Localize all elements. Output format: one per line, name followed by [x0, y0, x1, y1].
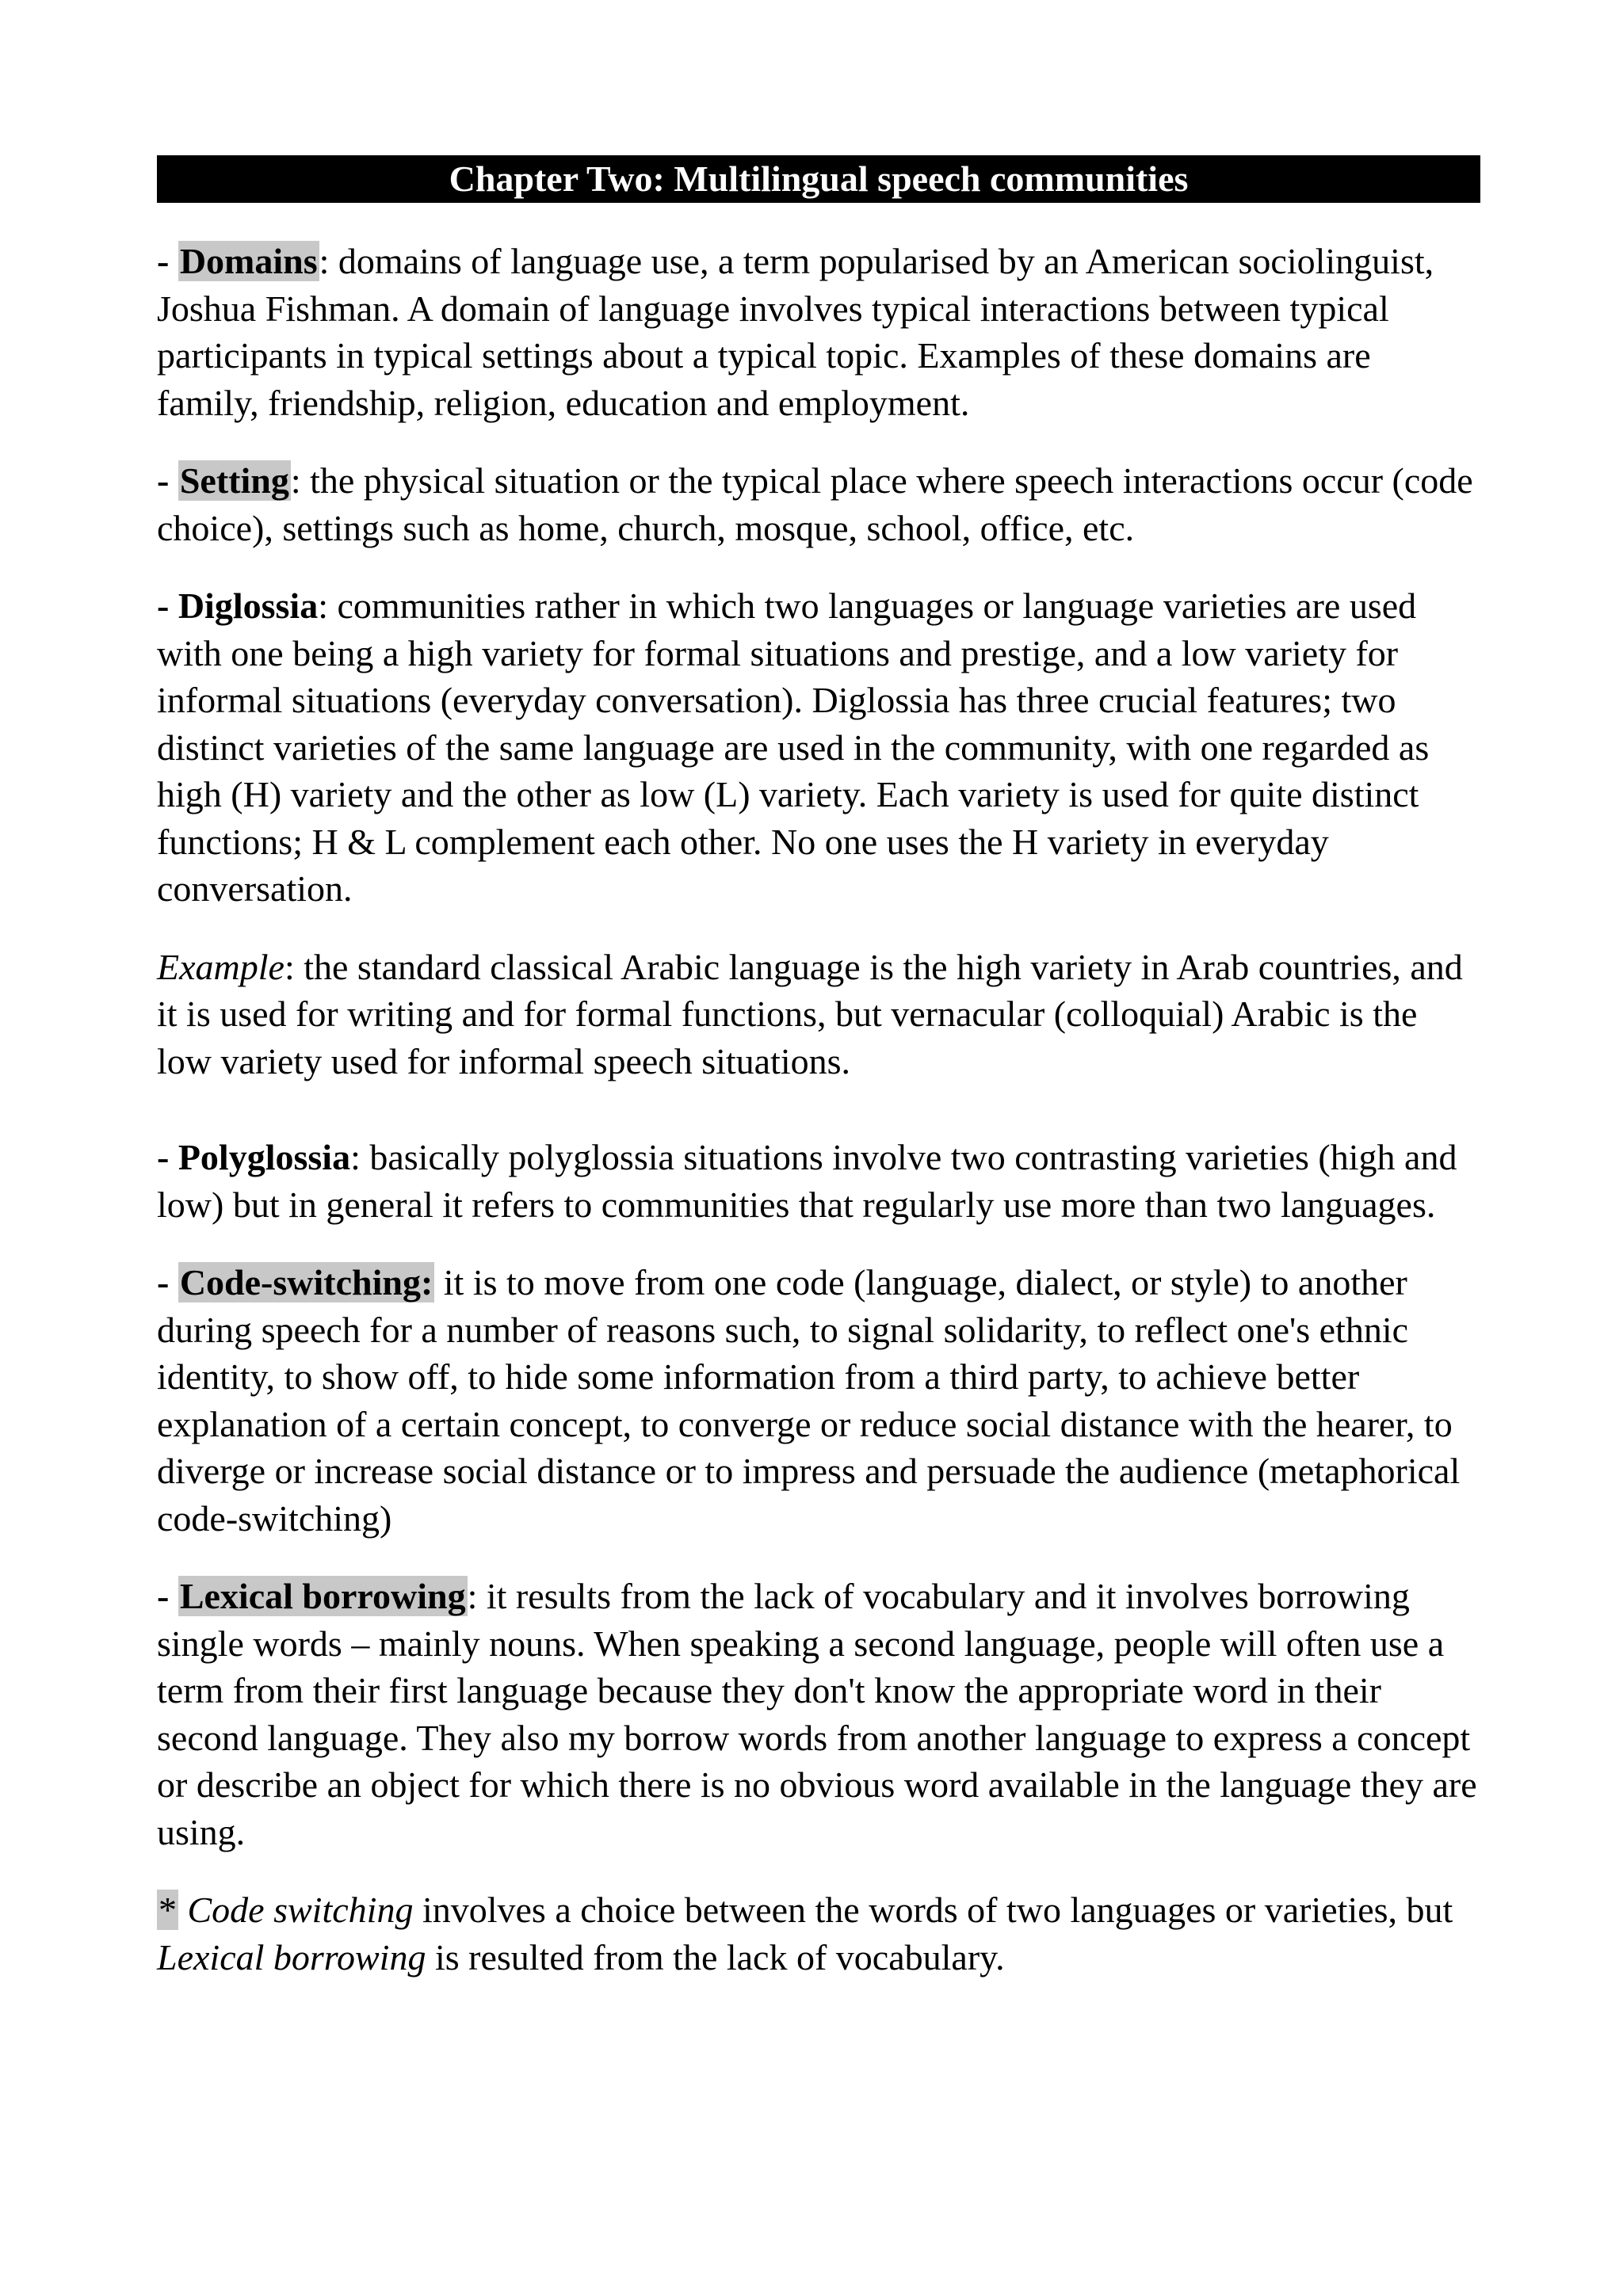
code-switching-dash: -	[157, 1262, 178, 1302]
diglossia-text: : communities rather in which two languages or language varieties are used with one being a high variety for formal situations and prestige, and a low variety for informal situations (everyday conversation). Diglossia has three crucial features; two distinct varieties of the same language are used in the community, with one regarded as high (H) variety and the other as low (L) variety. Each variety is used for quite distinct functions; H & L complement each other. No one uses the H variety in everyday conversation.	[157, 585, 1430, 909]
note-term-code-switching: Code switching	[187, 1890, 414, 1930]
example-paragraph	[157, 944, 1480, 1085]
chapter-title: Chapter Two: Multilingual speech communities	[157, 155, 1480, 203]
lexical-borrowing-term: Lexical borrowing	[179, 1576, 466, 1616]
lexical-borrowing-text: : it results from the lack of vocabulary and it involves borrowing single words – mainly nouns. When speaking a second language, people will often use a term from their first language because they don't know the appropriate word in their second language. They also my borrow words from another language to express a concept or describe an object for which there is no obvious word available in the language they are using.	[157, 1576, 1477, 1852]
note-text-1: involves a choice between the words of two languages or varieties, but	[413, 1890, 1453, 1930]
polyglossia-text: : basically polyglossia situations involve two contrasting varieties (high and low) but in general it refers to communities that regularly use more than two languages.	[157, 1137, 1457, 1225]
diglossia-paragraph	[157, 582, 1480, 913]
note-text-2: is resulted from the lack of vocabulary.	[426, 1936, 1005, 1978]
lexical-borrowing-paragraph	[157, 1573, 1480, 1855]
polyglossia-paragraph	[157, 1134, 1480, 1228]
domains-dash: -	[157, 241, 178, 281]
polyglossia-term: Polyglossia	[178, 1137, 351, 1177]
code-switching-term: Code-switching:	[179, 1262, 433, 1302]
setting-paragraph	[157, 457, 1480, 551]
diglossia-term: Diglossia	[178, 585, 319, 626]
note-paragraph	[157, 1886, 1480, 1981]
code-switching-text: it is to move from one code (language, dialect, or style) to another during speech for a number of reasons such, to signal solidarity, to reflect one's ethnic identity, to show off, to hide some information from a third party, to achieve better explanation of a certain concept, to converge or reduce social distance with the hearer, to diverge or increase social distance or to impress and persuade the audience (metaphorical code-switching)	[157, 1262, 1461, 1539]
diglossia-dash: -	[157, 585, 178, 626]
document-page	[157, 155, 1480, 2012]
domains-text: : domains of language use, a term popularised by an American sociolinguist, Joshua Fishman. A domain of language involves typical interactions between typical participants in typical settings about a typical topic. Examples of these domains are family, friendship, religion, education and employment.	[157, 241, 1434, 423]
example-label: Example	[157, 946, 285, 987]
note-star: *	[158, 1890, 177, 1930]
note-term-lexical-borrowing: Lexical borrowing	[157, 1936, 426, 1978]
domains-term: Domains	[179, 241, 318, 281]
setting-dash: -	[157, 460, 178, 501]
example-text: : the standard classical Arabic language is the high variety in Arab countries, and it is used for writing and for formal functions, but vernacular (colloquial) Arabic is the low variety used for informal speech situations.	[157, 946, 1463, 1081]
domains-paragraph	[157, 238, 1480, 426]
polyglossia-dash: -	[157, 1137, 178, 1177]
code-switching-paragraph	[157, 1259, 1480, 1542]
setting-text: : the physical situation or the typical place where speech interactions occur (code choice), settings such as home, church, mosque, school, office, etc.	[157, 460, 1473, 548]
lexical-borrowing-dash: -	[157, 1576, 178, 1616]
setting-term: Setting	[179, 460, 289, 501]
